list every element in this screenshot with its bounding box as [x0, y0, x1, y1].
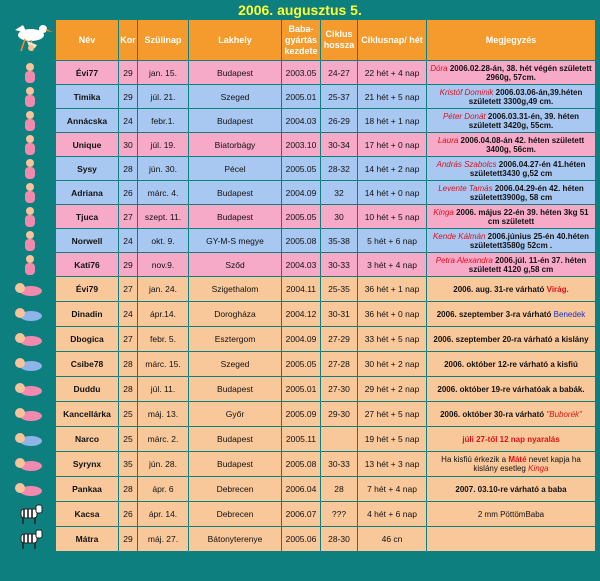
cell-szul: jún. 28. [138, 452, 188, 476]
cell-szul: okt. 9. [138, 229, 188, 252]
header-baba: Baba-gyártás kezdete [282, 20, 320, 60]
cell-note: Petra Alexandra 2006.júl. 11-én 37. héten született 4120 g,58 cm [427, 253, 595, 276]
cell-het: 29 hét + 2 nap [358, 377, 426, 401]
cell-het: 14 hét + 0 nap [358, 181, 426, 204]
cell-szul: jan. 24. [138, 277, 188, 301]
cell-note: 2006. október 19-re várhatóak a babák. [427, 377, 595, 401]
cell-lak: Biatorbágy [189, 133, 281, 156]
table-row [5, 377, 595, 401]
cell-kor: 27 [119, 327, 137, 351]
crawling-baby-icon [5, 452, 55, 476]
table-row [5, 229, 595, 252]
cell-szul: febr.1. [138, 109, 188, 132]
cell-het: 7 hét + 4 nap [358, 477, 426, 501]
cell-baba: 2006.04 [282, 477, 320, 501]
cell-lak: Szigethalom [189, 277, 281, 301]
cell-baba: 2005.01 [282, 85, 320, 108]
cell-het: 33 hét + 5 nap [358, 327, 426, 351]
cell-baba: 2005.06 [282, 527, 320, 551]
cell-het: 18 hét + 1 nap [358, 109, 426, 132]
cell-szul: szept. 11. [138, 205, 188, 228]
cell-het: 30 hét + 2 nap [358, 352, 426, 376]
cell-nev: Tjuca [56, 205, 118, 228]
crawling-baby-icon [5, 352, 55, 376]
cell-nev: Dbogica [56, 327, 118, 351]
cell-szul: márc. 2. [138, 427, 188, 451]
cell-lak: Szeged [189, 352, 281, 376]
cell-cikl: 28 [321, 477, 357, 501]
zebra-icon [5, 527, 55, 551]
cell-kor: 24 [119, 109, 137, 132]
cell-note: Ha kisfiú érkezik a Máté nevet kapja ha kislány esetleg Kinga [427, 452, 595, 476]
cell-kor: 26 [119, 502, 137, 526]
cell-kor: 27 [119, 277, 137, 301]
cell-note: 2006. szeptember 3-ra várható Benedek [427, 302, 595, 326]
cell-lak: Győr [189, 402, 281, 426]
baby-table [4, 19, 596, 552]
cell-lak: Budapest [189, 377, 281, 401]
header-ciklus: Ciklus hossza [321, 20, 357, 60]
header-szulinap: Szülinap [138, 20, 188, 60]
cell-nev: Mátra [56, 527, 118, 551]
cell-nev: Kacsa [56, 502, 118, 526]
cell-nev: Évi77 [56, 61, 118, 84]
cell-cikl: 30 [321, 205, 357, 228]
cell-note: 2006. október 12-re várható a kisfiú [427, 352, 595, 376]
cell-kor: 30 [119, 133, 137, 156]
cell-lak: Budapest [189, 427, 281, 451]
cell-nev: Narco [56, 427, 118, 451]
cell-kor: 26 [119, 181, 137, 204]
crawling-baby-icon [5, 327, 55, 351]
table-row [5, 253, 595, 276]
table-row [5, 109, 595, 132]
baby-pink-icon [5, 229, 55, 252]
cell-baba: 2003.05 [282, 61, 320, 84]
baby-pink-icon [5, 253, 55, 276]
cell-note: 2006. szeptember 20-ra várható a kislány [427, 327, 595, 351]
cell-cikl: 27-28 [321, 352, 357, 376]
crawling-baby-icon [5, 302, 55, 326]
cell-cikl: ??? [321, 502, 357, 526]
cell-cikl: 30-33 [321, 452, 357, 476]
cell-lak: Budapest [189, 452, 281, 476]
cell-lak: Szeged [189, 85, 281, 108]
cell-szul: márc. 15. [138, 352, 188, 376]
cell-lak: Debrecen [189, 477, 281, 501]
cell-lak: Sződ [189, 253, 281, 276]
cell-nev: Timika [56, 85, 118, 108]
cell-nev: Norwell [56, 229, 118, 252]
table-row [5, 277, 595, 301]
cell-baba: 2004.12 [282, 302, 320, 326]
cell-kor: 29 [119, 253, 137, 276]
cell-baba: 2005.11 [282, 427, 320, 451]
cell-het: 21 hét + 5 nap [358, 85, 426, 108]
cell-lak: Budapest [189, 205, 281, 228]
cell-szul: febr. 5. [138, 327, 188, 351]
cell-kor: 35 [119, 452, 137, 476]
cell-note: Kinga 2006. május 22-én 39. héten 3kg 51 cm született [427, 205, 595, 228]
cell-het: 19 hét + 5 nap [358, 427, 426, 451]
baby-pink-icon [5, 157, 55, 180]
cell-cikl: 32 [321, 181, 357, 204]
header-nev: Név [56, 20, 118, 60]
cell-baba: 2005.08 [282, 452, 320, 476]
cell-kor: 24 [119, 302, 137, 326]
cell-kor: 29 [119, 85, 137, 108]
cell-het: 27 hét + 5 nap [358, 402, 426, 426]
cell-het: 46 cn [358, 527, 426, 551]
cell-baba: 2005.05 [282, 205, 320, 228]
cell-cikl: 30-34 [321, 133, 357, 156]
header-row [5, 20, 595, 60]
cell-cikl: 26-29 [321, 109, 357, 132]
zebra-icon [5, 502, 55, 526]
cell-cikl: 24-27 [321, 61, 357, 84]
cell-note: 2006. aug. 31-re várható Virág. [427, 277, 595, 301]
table-row [5, 352, 595, 376]
cell-nev: Kancellárka [56, 402, 118, 426]
cell-szul: nov.9. [138, 253, 188, 276]
cell-note: Kende Kálmán 2006.június 25-én 40.héten született3580g 52cm . [427, 229, 595, 252]
table-row [5, 402, 595, 426]
table-row [5, 427, 595, 451]
cell-szul: ápr. 6 [138, 477, 188, 501]
cell-note: Levente Tamás 2006.04.29-én 42. héten született3900g, 58 cm [427, 181, 595, 204]
cell-note: András Szabolcs 2006.04.27-én 41.héten született3430 g,52 cm [427, 157, 595, 180]
cell-szul: ápr. 14. [138, 502, 188, 526]
cell-lak: GY-M-S megye [189, 229, 281, 252]
header-ciklusnap: Ciklusnap/ hét [358, 20, 426, 60]
cell-het: 4 hét + 6 nap [358, 502, 426, 526]
cell-baba: 2005.05 [282, 157, 320, 180]
cell-szul: jún. 30. [138, 157, 188, 180]
cell-lak: Bátonyterenye [189, 527, 281, 551]
cell-baba: 2005.09 [282, 402, 320, 426]
cell-szul: máj. 27. [138, 527, 188, 551]
cell-baba: 2003.10 [282, 133, 320, 156]
cell-cikl: 28-30 [321, 527, 357, 551]
cell-kor: 27 [119, 205, 137, 228]
cell-nev: Sysy [56, 157, 118, 180]
baby-pink-icon [5, 205, 55, 228]
cell-note: 2 mm PöttömBaba [427, 502, 595, 526]
cell-note: Dóra 2006.02.28-án, 38. hét végén született 2960g, 57cm. [427, 61, 595, 84]
cell-het: 36 hét + 1 nap [358, 277, 426, 301]
cell-kor: 28 [119, 352, 137, 376]
header-megj: Megjegyzés [427, 20, 595, 60]
cell-cikl [321, 427, 357, 451]
cell-lak: Dorogháza [189, 302, 281, 326]
cell-het: 13 hét + 3 nap [358, 452, 426, 476]
table-row [5, 527, 595, 551]
header-lakhely: Lakhely [189, 20, 281, 60]
cell-het: 22 hét + 4 nap [358, 61, 426, 84]
cell-note: júli 27-től 12 nap nyaralás [427, 427, 595, 451]
table-row [5, 452, 595, 476]
cell-lak: Esztergom [189, 327, 281, 351]
baby-pink-icon [5, 109, 55, 132]
baby-pink-icon [5, 61, 55, 84]
crawling-baby-icon [5, 402, 55, 426]
cell-nev: Dinadin [56, 302, 118, 326]
cell-cikl: 28-32 [321, 157, 357, 180]
cell-baba: 2004.09 [282, 327, 320, 351]
cell-note: Péter Donát 2006.03.31-én, 39. héten született 3420g, 55cm. [427, 109, 595, 132]
cell-kor: 25 [119, 402, 137, 426]
cell-het: 36 hét + 0 nap [358, 302, 426, 326]
cell-het: 17 hét + 0 nap [358, 133, 426, 156]
cell-lak: Pécel [189, 157, 281, 180]
cell-szul: júl. 11. [138, 377, 188, 401]
cell-baba: 2006.07 [282, 502, 320, 526]
baby-pink-icon [5, 133, 55, 156]
stork-icon [5, 20, 55, 60]
cell-baba: 2004.09 [282, 181, 320, 204]
crawling-baby-icon [5, 277, 55, 301]
table-row [5, 61, 595, 84]
cell-szul: jan. 15. [138, 61, 188, 84]
cell-lak: Budapest [189, 181, 281, 204]
cell-lak: Budapest [189, 61, 281, 84]
crawling-baby-icon [5, 477, 55, 501]
cell-baba: 2005.01 [282, 377, 320, 401]
table-row [5, 85, 595, 108]
cell-nev: Adriana [56, 181, 118, 204]
cell-cikl: 30-33 [321, 253, 357, 276]
cell-nev: Annácska [56, 109, 118, 132]
cell-szul: júl. 19. [138, 133, 188, 156]
cell-lak: Debrecen [189, 502, 281, 526]
cell-cikl: 29-30 [321, 402, 357, 426]
cell-baba: 2004.11 [282, 277, 320, 301]
cell-szul: júl. 21. [138, 85, 188, 108]
cell-kor: 25 [119, 427, 137, 451]
cell-cikl: 30-31 [321, 302, 357, 326]
cell-baba: 2005.05 [282, 352, 320, 376]
baby-pink-icon [5, 181, 55, 204]
cell-cikl: 25-37 [321, 85, 357, 108]
table-row [5, 327, 595, 351]
cell-cikl: 35-38 [321, 229, 357, 252]
cell-note: Laura 2006.04.08-án 42. héten született 3400g, 56cm. [427, 133, 595, 156]
table-row [5, 302, 595, 326]
cell-nev: Csibe78 [56, 352, 118, 376]
cell-note: Kristóf Dominik 2006.03.06-án,39.héten született 3300g,49 cm. [427, 85, 595, 108]
header-kor: Kor [119, 20, 137, 60]
cell-cikl: 25-35 [321, 277, 357, 301]
page-title: 2006. augusztus 5. [238, 2, 362, 18]
table-row [5, 502, 595, 526]
cell-baba: 2004.03 [282, 253, 320, 276]
cell-kor: 28 [119, 477, 137, 501]
crawling-baby-icon [5, 377, 55, 401]
cell-het: 14 hét + 2 nap [358, 157, 426, 180]
baby-pink-icon [5, 85, 55, 108]
crawling-baby-icon [5, 427, 55, 451]
table-row [5, 477, 595, 501]
cell-szul: máj. 13. [138, 402, 188, 426]
table-row [5, 133, 595, 156]
table-row [5, 181, 595, 204]
cell-note: 2006. október 30-ra várható "Buborék" [427, 402, 595, 426]
table-row [5, 157, 595, 180]
cell-nev: Unique [56, 133, 118, 156]
cell-nev: Kati76 [56, 253, 118, 276]
cell-het: 10 hét + 5 nap [358, 205, 426, 228]
cell-baba: 2005.08 [282, 229, 320, 252]
table-row [5, 205, 595, 228]
cell-het: 3 hét + 4 nap [358, 253, 426, 276]
cell-nev: Syrynx [56, 452, 118, 476]
cell-kor: 29 [119, 61, 137, 84]
cell-szul: márc. 4. [138, 181, 188, 204]
cell-cikl: 27-30 [321, 377, 357, 401]
cell-kor: 28 [119, 377, 137, 401]
cell-kor: 24 [119, 229, 137, 252]
cell-kor: 29 [119, 527, 137, 551]
cell-nev: Duddu [56, 377, 118, 401]
cell-nev: Pankaa [56, 477, 118, 501]
cell-szul: ápr.14. [138, 302, 188, 326]
cell-lak: Budapest [189, 109, 281, 132]
cell-note [427, 527, 595, 551]
cell-baba: 2004.03 [282, 109, 320, 132]
cell-cikl: 27-29 [321, 327, 357, 351]
cell-kor: 28 [119, 157, 137, 180]
cell-note: 2007. 03.10-re várható a baba [427, 477, 595, 501]
cell-het: 5 hét + 6 nap [358, 229, 426, 252]
cell-nev: Évi79 [56, 277, 118, 301]
